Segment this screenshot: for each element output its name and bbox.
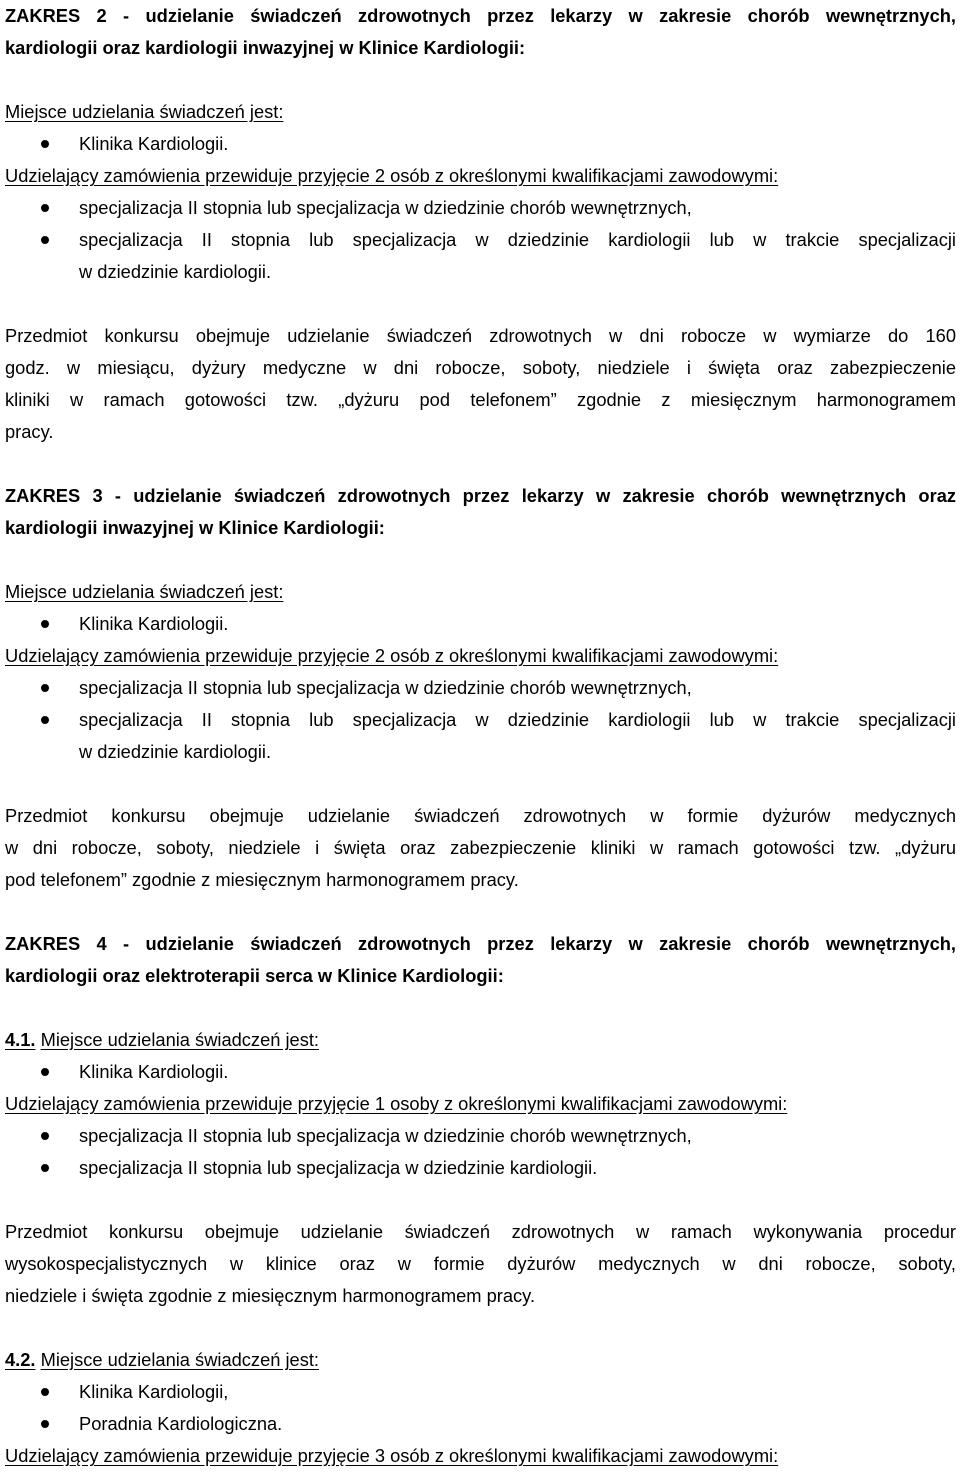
section-heading-continued: kardiologii oraz kardiologii inwazyjnej w Klinice Kardiologii: [5,37,526,58]
place-list-item: Klinika Kardiologii. [5,1056,956,1088]
body-paragraph-line: kliniki w ramach gotowości tzw. „dyżuru pod telefonem” zgodnie z miesięcznym harmonogramem [5,389,956,410]
body-paragraph-line: Przedmiot konkursu obejmuje udzielanie świadczeń zdrowotnych w ramach wykonywania procedur [5,1221,956,1242]
body-paragraph-line: pracy. [5,421,54,442]
place-list-item: Klinika Kardiologii. [5,608,956,640]
section-heading-continued: kardiologii oraz elektroterapii serca w Klinice Kardiologii: [5,965,504,986]
staff-label: Udzielający zamówienia przewiduje przyjęcie 2 osób z określonymi kwalifikacjami zawodowymi: [5,165,779,186]
section-heading: ZAKRES 3 - udzielanie świadczeń zdrowotnych przez lekarzy w zakresie chorób wewnętrznych oraz [5,485,956,506]
qualification-item-continued: w dziedzinie kardiologii. [79,741,272,762]
place-label: Miejsce udzielania świadczeń jest: [5,101,284,122]
subsection-number: 4.2. [5,1349,36,1370]
qualification-item-continued: w dziedzinie kardiologii. [79,261,272,282]
place-list-item: Klinika Kardiologii, [5,1376,956,1408]
body-paragraph-line: Przedmiot konkursu obejmuje udzielanie świadczeń zdrowotnych w dni robocze w wymiarze do 160 [5,325,956,346]
subsection-number: 4.1. [5,1029,36,1050]
place-label: Miejsce udzielania świadczeń jest: [40,1029,320,1050]
place-list-item: Klinika Kardiologii. [5,128,956,160]
body-paragraph-line: w dni robocze, soboty, niedziele i święta oraz zabezpieczenie kliniki w ramach gotowości tzw. „dyżuru [5,837,956,858]
place-label: Miejsce udzielania świadczeń jest: [40,1349,320,1370]
body-paragraph-line: godz. w miesiącu, dyżury medyczne w dni robocze, soboty, niedziele i święta oraz zabezpieczenie [5,357,956,378]
place-list-item: Poradnia Kardiologiczna. [5,1408,956,1440]
body-paragraph-line: niedziele i święta zgodnie z miesięcznym harmonogramem pracy. [5,1285,536,1306]
qualification-item: specjalizacja II stopnia lub specjalizacja w dziedzinie kardiologii lub w trakcie specjalizacji [5,224,956,256]
section-zakres-3 [5,480,956,896]
section-heading: ZAKRES 4 - udzielanie świadczeń zdrowotnych przez lekarzy w zakresie chorób wewnętrznych, [5,933,956,954]
section-zakres-2 [5,0,956,448]
staff-label: Udzielający zamówienia przewiduje przyjęcie 3 osób z określonymi kwalifikacjami zawodowymi: [5,1445,779,1466]
section-heading-continued: kardiologii inwazyjnej w Klinice Kardiologii: [5,517,385,538]
document-page [5,0,956,1472]
body-paragraph-line: Przedmiot konkursu obejmuje udzielanie świadczeń zdrowotnych w formie dyżurów medycznych [5,805,956,826]
qualification-item: specjalizacja II stopnia lub specjalizacja w dziedzinie kardiologii lub w trakcie specjalizacji [5,704,956,736]
body-paragraph-line: wysokospecjalistycznych w klinice oraz w formie dyżurów medycznych w dni robocze, soboty, [5,1253,956,1274]
place-label: Miejsce udzielania świadczeń jest: [5,581,284,602]
qualification-item: specjalizacja II stopnia lub specjalizacja w dziedzinie chorób wewnętrznych, [5,672,956,704]
staff-label: Udzielający zamówienia przewiduje przyjęcie 2 osób z określonymi kwalifikacjami zawodowymi: [5,645,779,666]
section-zakres-4 [5,928,956,1472]
qualification-item: specjalizacja II stopnia lub specjalizacja w dziedzinie kardiologii. [5,1152,956,1184]
body-paragraph-line: pod telefonem” zgodnie z miesięcznym harmonogramem pracy. [5,869,519,890]
staff-label: Udzielający zamówienia przewiduje przyjęcie 1 osoby z określonymi kwalifikacjami zawodowymi: [5,1093,788,1114]
qualification-item: specjalizacja II stopnia lub specjalizacja w dziedzinie chorób wewnętrznych, [5,1120,956,1152]
section-heading: ZAKRES 2 - udzielanie świadczeń zdrowotnych przez lekarzy w zakresie chorób wewnętrznych, [5,5,956,26]
qualification-item: specjalizacja II stopnia lub specjalizacja w dziedzinie chorób wewnętrznych, [5,192,956,224]
